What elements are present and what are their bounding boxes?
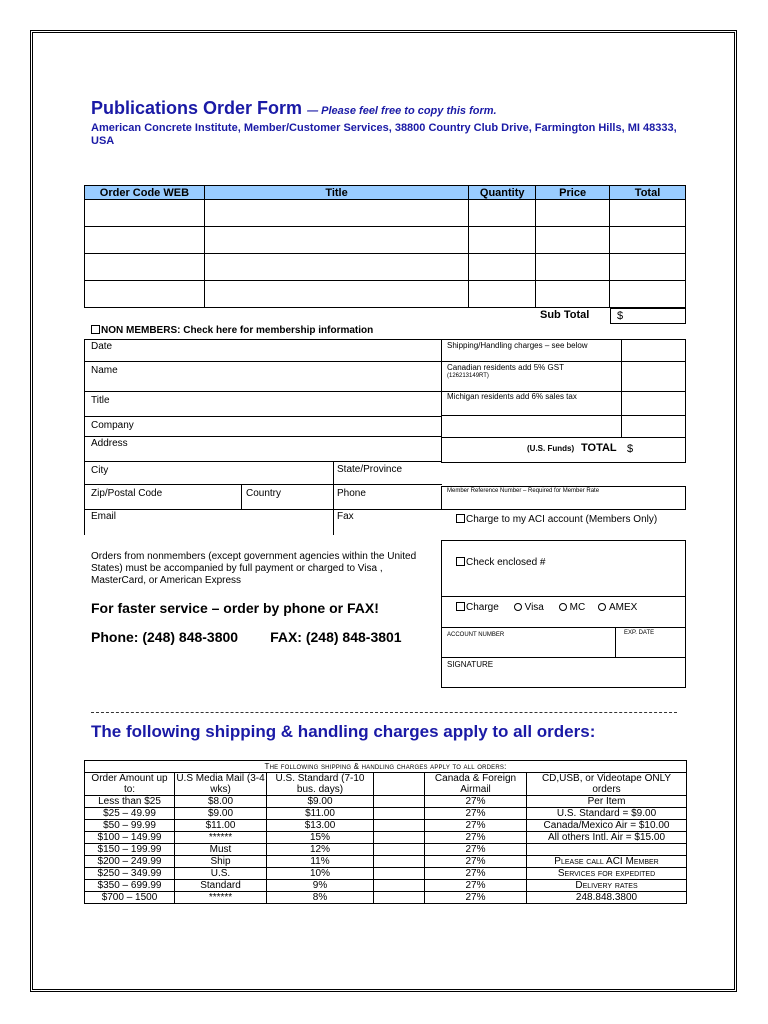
table-cell: Standard	[175, 880, 267, 892]
phone-number: Phone: (248) 848-3800	[91, 629, 239, 645]
email-row	[85, 510, 442, 535]
table-cell: Services for expedited	[527, 868, 687, 880]
table-cell: 27%	[425, 892, 527, 904]
city-field[interactable]: City	[91, 465, 109, 476]
table-cell: Per Item	[527, 796, 687, 808]
order-cell[interactable]	[610, 254, 686, 281]
table-cell: $11.00	[175, 820, 267, 832]
amex-option[interactable]: AMEX	[598, 602, 637, 613]
order-cell[interactable]	[85, 227, 205, 254]
table-cell: 27%	[425, 796, 527, 808]
col-order-code: Order Code WEB	[85, 186, 205, 200]
form-title: Publications Order Form — Please feel free to copy this form.	[91, 98, 497, 118]
table-cell: Ship	[175, 856, 267, 868]
table-cell: U.S. Standard = $9.00	[527, 808, 687, 820]
table-cell	[374, 808, 425, 820]
table-cell: 27%	[425, 844, 527, 856]
table-cell	[374, 832, 425, 844]
order-table	[84, 185, 686, 308]
country-field[interactable]: Country	[246, 488, 282, 499]
table-row	[85, 868, 687, 880]
mc-option[interactable]: MC	[559, 602, 586, 613]
order-cell[interactable]	[469, 227, 536, 254]
address-field[interactable]: Address	[85, 437, 442, 462]
order-cell[interactable]	[536, 281, 610, 308]
order-cell[interactable]	[610, 200, 686, 227]
table-row	[85, 880, 687, 892]
table-cell: $13.00	[267, 820, 374, 832]
shipping-charges-label: Shipping/Handling charges – see below	[447, 341, 588, 350]
table-cell: $250 – 349.99	[85, 868, 175, 880]
table-cell: $9.00	[175, 808, 267, 820]
table-cell: Less than $25	[85, 796, 175, 808]
table-row	[85, 820, 687, 832]
table-cell: 8%	[267, 892, 374, 904]
check-checkbox[interactable]	[456, 557, 465, 566]
city-row	[85, 462, 442, 485]
table-cell: $50 – 99.99	[85, 820, 175, 832]
table-cell: 15%	[267, 832, 374, 844]
table-cell: $8.00	[175, 796, 267, 808]
table-cell: Canada/Mexico Air = $10.00	[527, 820, 687, 832]
order-cell[interactable]	[85, 281, 205, 308]
charge-card-row	[456, 602, 637, 613]
fax-number: FAX: (248) 848-3801	[270, 629, 402, 645]
table-cell: 27%	[425, 832, 527, 844]
header-cell: Order Amount up to:	[85, 773, 175, 796]
zip-field[interactable]: Zip/Postal Code	[91, 488, 163, 499]
table-row	[85, 844, 687, 856]
table-cell: $100 – 149.99	[85, 832, 175, 844]
zip-row	[85, 485, 442, 510]
table-cell: $350 – 699.99	[85, 880, 175, 892]
table-cell	[374, 892, 425, 904]
phone-field[interactable]: Phone	[337, 488, 366, 499]
table-cell: $700 – 1500	[85, 892, 175, 904]
customer-info	[84, 339, 442, 535]
table-cell	[374, 868, 425, 880]
order-cell[interactable]	[204, 200, 468, 227]
table-cell: $200 – 249.99	[85, 856, 175, 868]
divider	[91, 712, 677, 713]
state-field[interactable]: State/Province	[337, 464, 403, 475]
header-cell: U.S Media Mail (3-4 wks)	[176, 773, 265, 795]
gst-number: (126213149RT)	[447, 373, 489, 379]
table-cell: 27%	[425, 880, 527, 892]
company-field[interactable]: Company	[85, 417, 442, 437]
col-title: Title	[204, 186, 468, 200]
table-cell: 11%	[267, 856, 374, 868]
check-enclosed-option[interactable]: Check enclosed #	[456, 557, 546, 568]
order-table-header	[85, 186, 686, 200]
table-cell	[374, 880, 425, 892]
us-funds-label: (U.S. Funds)	[527, 444, 575, 453]
fax-field[interactable]: Fax	[337, 511, 354, 522]
visa-radio[interactable]	[514, 603, 522, 611]
aci-account-checkbox[interactable]	[456, 514, 465, 523]
table-cell: $150 – 199.99	[85, 844, 175, 856]
table-row	[85, 808, 687, 820]
email-field[interactable]: Email	[91, 511, 117, 522]
header-cell: U.S. Standard (7-10 bus. days)	[267, 773, 374, 796]
order-cell[interactable]	[469, 281, 536, 308]
order-cell[interactable]	[204, 254, 468, 281]
form-subtitle: — Please feel free to copy this form.	[307, 105, 497, 117]
shipping-header-row	[85, 773, 687, 796]
michigan-tax-label: Michigan residents add 6% sales tax	[447, 392, 577, 401]
order-cell[interactable]	[610, 227, 686, 254]
member-reference-label: Member Reference Number – Required for Member Rate	[447, 488, 600, 494]
sub-total-field[interactable]: $	[610, 308, 686, 324]
header-cell: CD,USB, or Videotape ONLY orders	[527, 773, 687, 796]
order-cell[interactable]	[469, 200, 536, 227]
date-field[interactable]: Date	[85, 340, 442, 362]
order-row	[85, 227, 686, 254]
order-cell[interactable]	[536, 227, 610, 254]
table-cell	[374, 856, 425, 868]
canadian-gst-label: Canadian residents add 5% GST	[447, 363, 564, 372]
signature-field[interactable]: SIGNATURE	[447, 660, 494, 669]
order-cell[interactable]	[85, 200, 205, 227]
title-field[interactable]: Title	[85, 392, 442, 417]
table-cell: $25 – 49.99	[85, 808, 175, 820]
col-total: Total	[610, 186, 686, 200]
col-quantity: Quantity	[469, 186, 536, 200]
table-row	[85, 856, 687, 868]
institute-address: American Concrete Institute, Member/Customer Services, 38800 Country Club Drive, Farmington Hills, MI 48333, USA	[91, 122, 677, 147]
shipping-table	[84, 760, 687, 904]
table-cell: 248.848.3800	[527, 892, 687, 904]
membership-label: NON MEMBERS: Check here for membership information	[101, 325, 374, 336]
table-cell: U.S.	[175, 868, 267, 880]
contact-line	[91, 629, 402, 645]
visa-option[interactable]: Visa	[514, 602, 544, 613]
shipping-heading: The following shipping & handling charges apply to all orders:	[91, 722, 596, 741]
table-cell: 27%	[425, 856, 527, 868]
order-cell[interactable]	[536, 200, 610, 227]
order-cell[interactable]	[204, 281, 468, 308]
faster-service-text: For faster service – order by phone or FAX!	[91, 600, 379, 616]
membership-checkbox-row[interactable]	[91, 325, 373, 336]
charge-label: Charge	[466, 602, 499, 613]
name-field[interactable]: Name	[85, 362, 442, 392]
shipping-table-caption: The following shipping & handling charges apply to all orders:	[85, 761, 687, 773]
account-number-field[interactable]: ACCOUNT NUMBER	[447, 632, 505, 638]
table-cell	[527, 844, 687, 856]
table-cell	[374, 796, 425, 808]
order-cell[interactable]	[610, 281, 686, 308]
amex-radio[interactable]	[598, 603, 606, 611]
table-cell: $11.00	[267, 808, 374, 820]
charge-checkbox[interactable]	[456, 602, 465, 611]
order-row	[85, 254, 686, 281]
table-cell: 12%	[267, 844, 374, 856]
order-cell[interactable]	[469, 254, 536, 281]
table-cell: 27%	[425, 868, 527, 880]
header-cell	[374, 773, 425, 796]
table-cell	[374, 844, 425, 856]
sub-total-label: Sub Total	[540, 309, 590, 321]
table-cell: ******	[175, 832, 267, 844]
table-cell	[374, 820, 425, 832]
order-cell[interactable]	[85, 254, 205, 281]
table-cell: 10%	[267, 868, 374, 880]
nonmember-note: Orders from nonmembers (except government agencies within the United States) must be accompanied by full payment or charged to Visa , MasterCard, or American Express	[91, 551, 417, 586]
table-cell: $9.00	[267, 796, 374, 808]
header-cell: Canada & Foreign Airmail	[425, 773, 527, 796]
mc-radio[interactable]	[559, 603, 567, 611]
order-cell[interactable]	[204, 227, 468, 254]
table-cell: Must	[175, 844, 267, 856]
table-cell: ******	[175, 892, 267, 904]
table-cell: 27%	[425, 820, 527, 832]
order-row	[85, 200, 686, 227]
table-cell: All others Intl. Air = $15.00	[527, 832, 687, 844]
table-cell: Delivery rates	[527, 880, 687, 892]
table-cell: Please call ACI Member	[527, 856, 687, 868]
exp-date-field[interactable]: EXP. DATE	[624, 630, 655, 636]
order-row	[85, 281, 686, 308]
table-row	[85, 832, 687, 844]
order-cell[interactable]	[536, 254, 610, 281]
table-cell: 27%	[425, 808, 527, 820]
total-label: TOTAL	[581, 442, 617, 454]
membership-checkbox[interactable]	[91, 325, 100, 334]
table-row	[85, 892, 687, 904]
aci-account-option[interactable]: Charge to my ACI account (Members Only)	[456, 514, 657, 525]
table-cell: 9%	[267, 880, 374, 892]
total-currency: $	[627, 443, 634, 455]
table-row	[85, 796, 687, 808]
col-price: Price	[536, 186, 610, 200]
